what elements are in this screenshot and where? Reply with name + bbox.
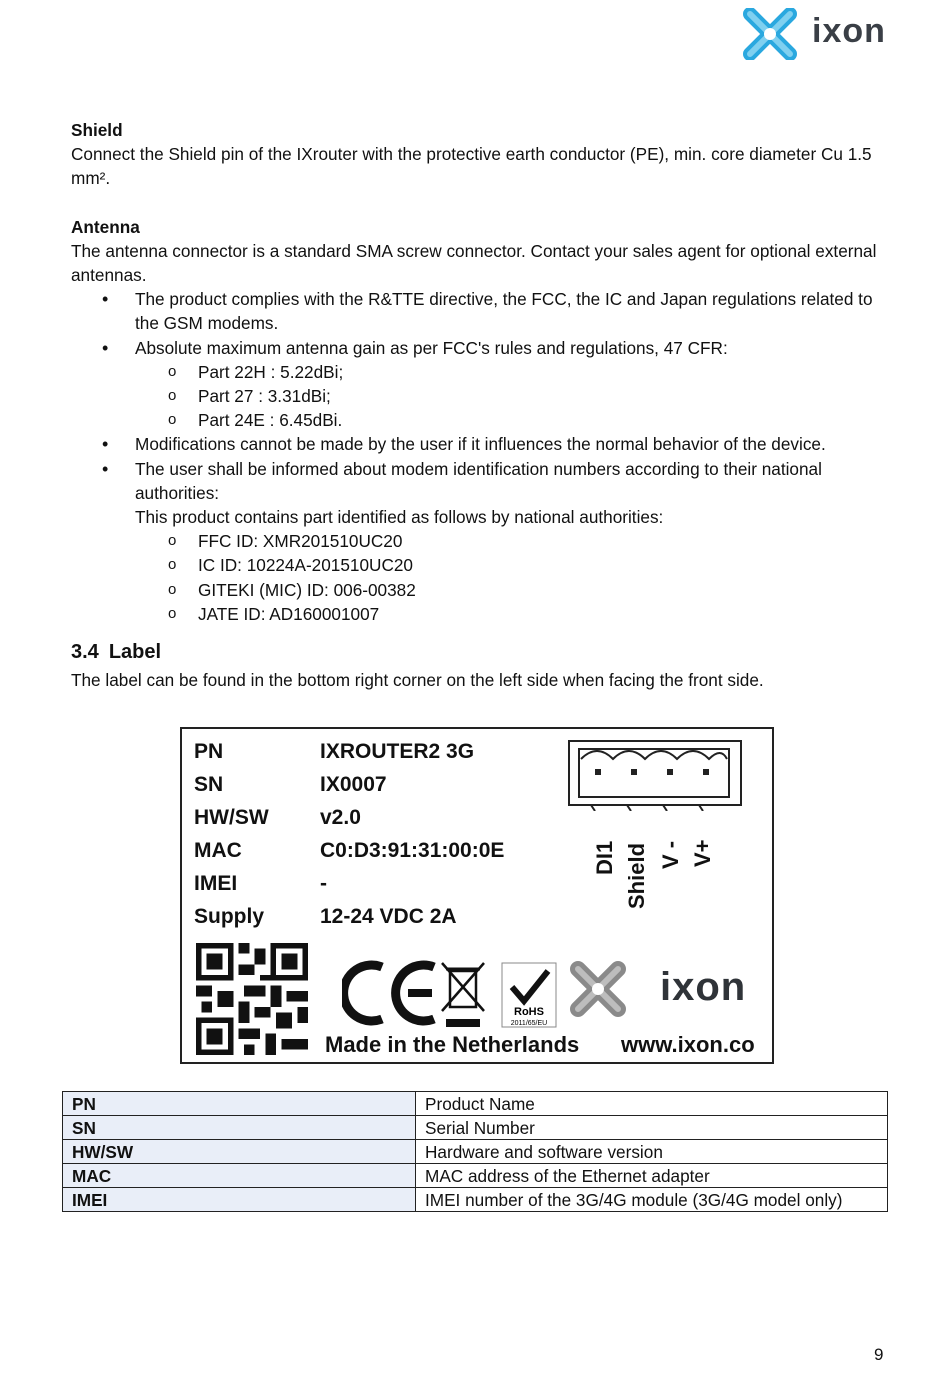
list-item: o GITEKI (MIC) ID: 006-00382 — [135, 578, 891, 602]
rohs-text: RoHS — [514, 1006, 544, 1018]
label-row: Supply 12-24 VDC 2A — [194, 904, 457, 928]
label-row: IMEI - — [194, 871, 327, 895]
website-text: www.ixon.co — [621, 1032, 755, 1057]
ixon-logo — [742, 8, 887, 60]
shield-title: Shield — [71, 120, 123, 140]
label-brand: ixon — [660, 965, 747, 1009]
made-in-text: Made in the Netherlands — [325, 1032, 580, 1057]
list-item: • Modifications cannot be made by the user if it influences the normal behavior of the device. — [71, 432, 891, 456]
list-item: • The product complies with the R&TTE directive, the FCC, the IC and Japan regulations related to the GSM modems. — [71, 287, 891, 335]
table-row: HW/SW Hardware and software version — [63, 1140, 888, 1164]
product-label — [180, 727, 774, 1064]
rohs-subtext: 2011/65/EU — [510, 1020, 548, 1027]
logo-wordmark: ixon — [812, 12, 886, 50]
document-body — [71, 118, 891, 692]
label-fields — [194, 735, 504, 933]
pin-labels — [588, 837, 738, 917]
qr-code-icon — [196, 943, 308, 1055]
table-row: IMEI IMEI number of the 3G/4G module (3G/4G model only) — [63, 1188, 888, 1212]
label-row: HW/SW v2.0 — [194, 805, 361, 829]
label-row: SN IX0007 — [194, 772, 387, 796]
section-text: The label can be found in the bottom right corner on the left side when facing the front side. — [71, 670, 764, 691]
pin-label: DI1 — [592, 840, 617, 875]
list-item: • Absolute maximum antenna gain as per FCC's rules and regulations, 47 CFR: o Part 22H : 5.22dBi; o Part 27 : 3.31dBi; o Part 24E : 6.45dBi. — [71, 336, 891, 433]
antenna-title: Antenna — [71, 216, 140, 237]
terminal-block-icon — [567, 737, 743, 811]
rohs-mark-icon — [502, 963, 556, 1027]
ixon-gray-x-icon — [578, 969, 618, 1009]
label-definitions-table — [62, 1091, 888, 1212]
shield-text: Connect the Shield pin of the IXrouter with the protective earth conductor (PE), min. core diameter Cu 1.5 mm². — [71, 144, 872, 189]
label-row: PN IXROUTER2 3G — [194, 739, 475, 763]
list-item: o FFC ID: XMR201510UC20 — [135, 529, 891, 553]
page-number: 9 — [874, 1345, 884, 1364]
sub-list — [135, 360, 891, 433]
table-row: PN Product Name — [63, 1092, 888, 1116]
weee-bin-icon — [442, 963, 484, 1027]
ce-mark-icon — [344, 965, 434, 1021]
label-row: MAC C0:D3:91:31:00:0E — [194, 838, 505, 862]
antenna-text: The antenna connector is a standard SMA screw connector. Contact your sales agent for optional external antennas. — [71, 240, 877, 286]
list-item: • The user shall be informed about modem identification numbers according to their national authorities: This product contains part identified as follows by national authorities: o FFC ID: XMR201510UC20 o IC ID: 10224A-201510UC20 o GITEKI (MIC) ID: 006-00382 o JATE ID: AD160001007 — [71, 457, 891, 626]
pin-label: V+ — [690, 839, 715, 867]
list-item: o Part 24E : 6.45dBi. — [135, 408, 891, 432]
list-item: o Part 22H : 5.22dBi; — [135, 360, 891, 384]
table-row: SN Serial Number — [63, 1116, 888, 1140]
table-row: MAC MAC address of the Ethernet adapter — [63, 1164, 888, 1188]
list-item: o IC ID: 10224A-201510UC20 — [135, 553, 891, 577]
antenna-bullet-list — [71, 287, 891, 626]
pin-label: Shield — [624, 842, 649, 909]
list-item: o Part 27 : 3.31dBi; — [135, 384, 891, 408]
section-heading: 3.4 Label — [71, 641, 162, 664]
pin-label: V - — [658, 840, 683, 869]
list-item: o JATE ID: AD160001007 — [135, 602, 891, 626]
ixon-x-logo-icon — [742, 8, 798, 60]
sub-list — [135, 529, 891, 626]
